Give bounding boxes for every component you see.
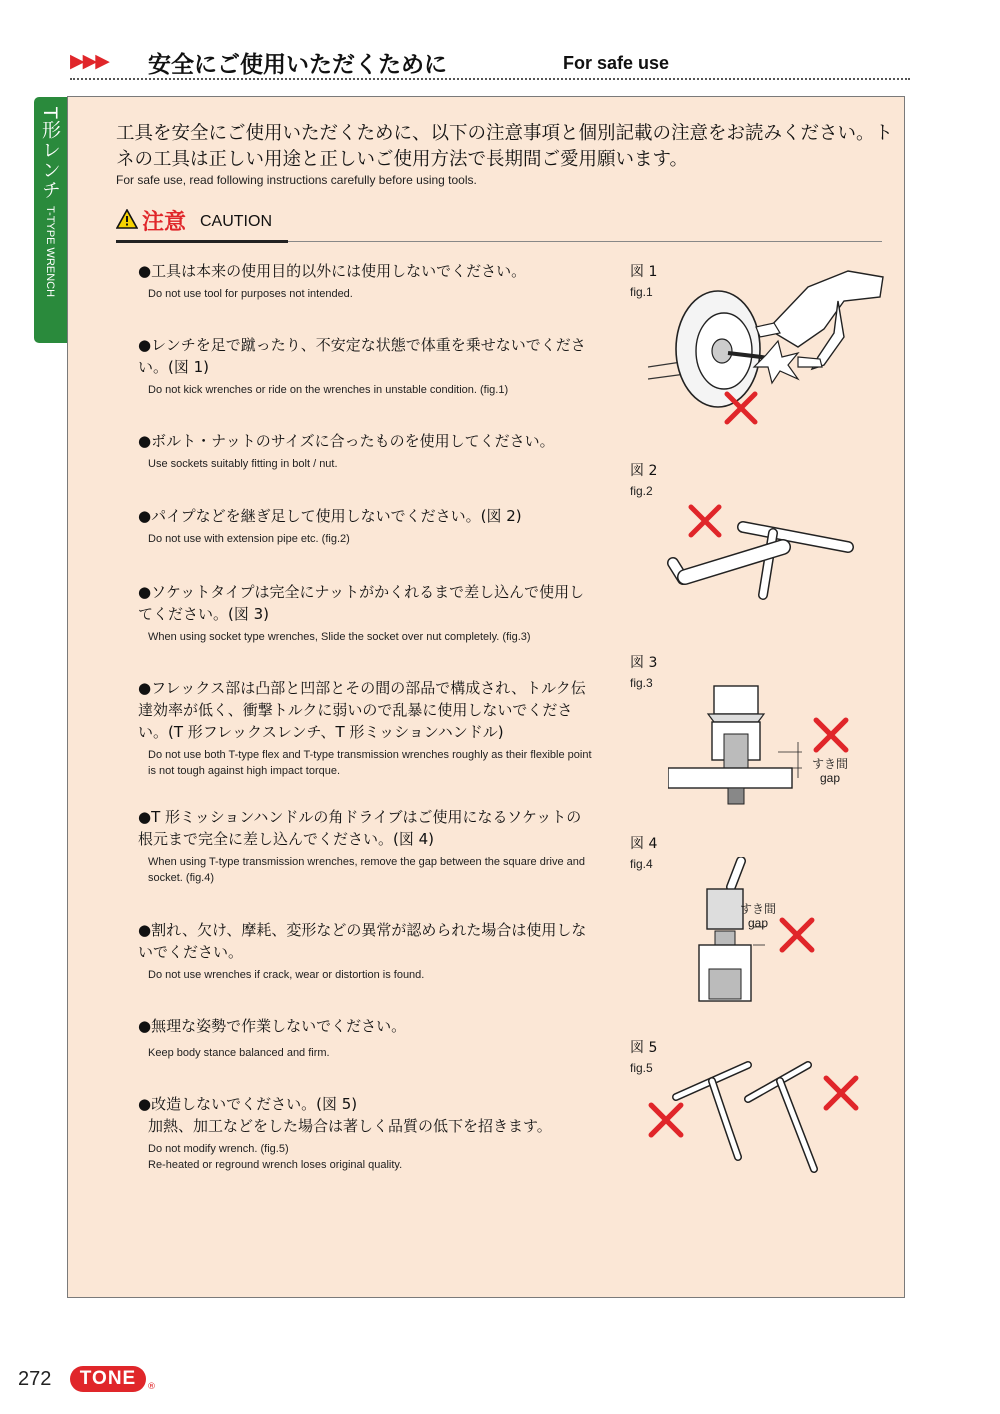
fig1-x-mark-icon <box>724 391 758 425</box>
side-tab-text <box>38 107 64 297</box>
fig-label: 図 2 fig.2 <box>630 463 658 498</box>
caution-label: 注意 <box>142 210 187 235</box>
fig5-x-mark-left-icon <box>648 1102 684 1138</box>
caution-item: ●フレックス部は凸部と凹部とその間の部品で構成され、トルク伝達効率が低く、衝撃トルクに弱いので乱暴に使用しないでください。(T 形フレックスレンチ、T 形ミッションハンドル) Do not use both T-type flex and T-type transmission wrenches roughly as their flexible point is not tough against high impact torque. <box>138 679 592 777</box>
fig3-socket-gap-illustration <box>668 682 808 812</box>
side-tab <box>34 97 67 343</box>
tone-logo: TONE <box>70 1366 146 1392</box>
fig-label: 図 4 fig.4 <box>630 836 658 871</box>
warning-triangle-icon <box>116 209 138 229</box>
fig-label: 図 1 fig.1 <box>630 264 658 299</box>
caution-item: ●無理な姿勢で作業しないでください。 Keep body stance balanced and firm. <box>138 1017 407 1059</box>
registered-mark: ® <box>147 1382 156 1392</box>
fig4-gap-label: すき間 gap <box>740 902 777 930</box>
page-number: 272 <box>18 1368 52 1390</box>
caution-item: ●レンチを足で蹴ったり、不安定な状態で体重を乗せないでください。(図 1) Do not kick wrenches or ride on the wrenches in unstable condition. (fig.1) <box>138 336 586 396</box>
page-header <box>70 46 910 80</box>
caution-rule-thick <box>116 240 288 243</box>
page-title-en: For safe use <box>563 53 670 73</box>
fig1-kick-wrench-illustration <box>648 267 888 427</box>
caution-item: ●パイプなどを継ぎ足して使用しないでください。(図 2) Do not use with extension pipe etc. (fig.2) <box>138 507 522 545</box>
caution-item: ●T 形ミッションハンドルの角ドライブはご使用になるソケットの根元まで完全に差し込んでください。(図 4) When using T-type transmission wrenches, remove the gap between the square drive and socket. (fig.4) <box>138 808 585 884</box>
header-arrows-icon: ▶▶▶ <box>70 50 108 72</box>
caution-item: ●割れ、欠け、摩耗、変形などの異常が認められた場合は使用しないでください。 Do not use wrenches if crack, wear or distortion is found. <box>138 921 587 981</box>
fig-label: 図 3 fig.3 <box>630 655 658 690</box>
fig3-x-mark-icon <box>813 717 849 753</box>
fig3-gap-label: すき間 gap <box>812 757 849 785</box>
side-tab-label-en: T-TYPE WRENCH <box>44 205 56 297</box>
caution-item: ●ボルト・ナットのサイズに合ったものを使用してください。 Use sockets suitably fitting in bolt / nut. <box>138 432 555 470</box>
caution-item: ●改造しないでください。(図 5) 加熱、加工などをした場合は著しく品質の低下を招きます。 Do not modify wrench. (fig.5) Re-heated or reground wrench loses original quality. <box>138 1095 552 1171</box>
caution-item: ●ソケットタイプは完全にナットがかくれるまで差し込んで使用してください。(図 3) When using socket type wrenches, Slide the socket over nut completely. (fig.3) <box>138 583 585 643</box>
caution-panel <box>67 96 905 1298</box>
intro-text-en: For safe use, read following instructions carefully before using tools. <box>116 173 477 187</box>
caution-rule-thin <box>288 241 882 242</box>
page-title: 安全にご使用いただくために <box>148 52 447 78</box>
side-tab-label: T形レンチ <box>39 107 61 200</box>
fig4-square-drive-gap-illustration <box>693 857 773 1007</box>
caution-label-en: CAUTION <box>200 213 272 230</box>
fig4-x-mark-icon <box>779 917 815 953</box>
fig5-x-mark-right-icon <box>823 1075 859 1111</box>
caution-item: ●工具は本来の使用目的以外には使用しないでください。 Do not use tool for purposes not intended. <box>138 262 527 300</box>
fig-label: 図 5 fig.5 <box>630 1040 658 1075</box>
fig2-x-mark-icon <box>688 504 722 538</box>
intro-text: 工具を安全にご使用いただくために、以下の注意事項と個別記載の注意をお読みください。トネの工具は正しい用途と正しいご使用方法で長期間ご愛用願います。 <box>116 123 894 170</box>
